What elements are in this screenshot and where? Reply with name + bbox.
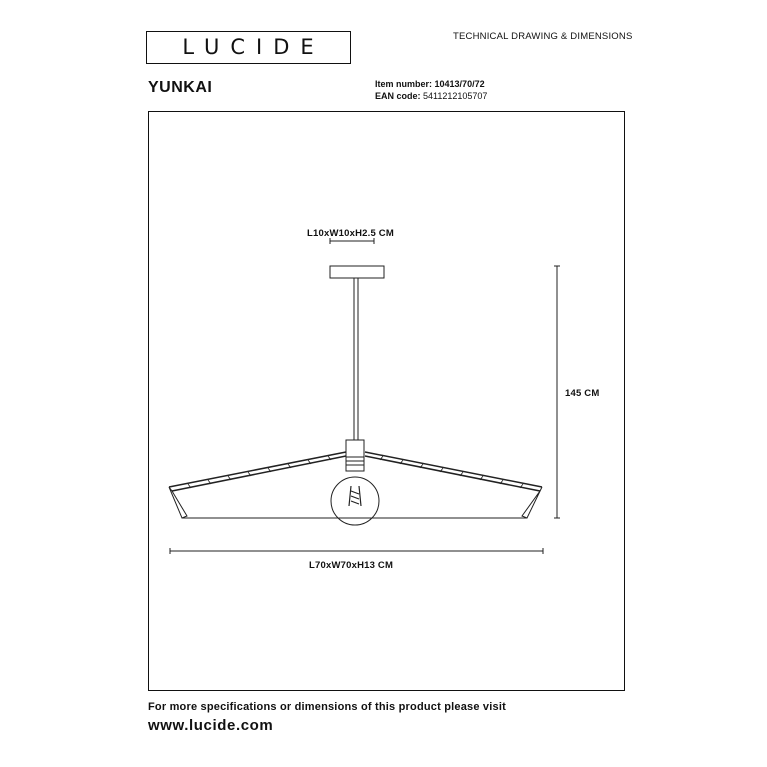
ean-label: EAN code: bbox=[375, 91, 421, 101]
website-link[interactable]: www.lucide.com bbox=[148, 717, 274, 734]
product-name: YUNKAI bbox=[148, 79, 213, 96]
document-type: TECHNICAL DRAWING & DIMENSIONS bbox=[453, 31, 633, 42]
ean-row bbox=[375, 91, 487, 101]
shade-dimension-label: L70xW70xH13 CM bbox=[309, 560, 394, 571]
lamp-holder bbox=[346, 457, 364, 471]
height-dimension-label: 145 CM bbox=[565, 388, 600, 399]
technical-drawing bbox=[148, 111, 625, 691]
lamp-socket-top bbox=[346, 440, 364, 457]
shade-arm-right-top bbox=[365, 452, 542, 487]
shade-arm-left-top bbox=[169, 452, 346, 487]
canopy-dimension-label: L10xW10xH2.5 CM bbox=[307, 228, 394, 239]
footer-note: For more specifications or dimensions of this product please visit bbox=[148, 701, 506, 713]
ean-value: 5411212105707 bbox=[423, 91, 488, 101]
shade-rim-right bbox=[522, 487, 542, 518]
ceiling-canopy bbox=[330, 266, 384, 278]
brand-logo: LUCIDE bbox=[182, 35, 325, 59]
item-number-value: 10413/70/72 bbox=[434, 79, 485, 89]
item-number-row bbox=[375, 79, 485, 89]
item-number-label: Item number: bbox=[375, 79, 433, 89]
shade-rim-left bbox=[169, 487, 187, 518]
